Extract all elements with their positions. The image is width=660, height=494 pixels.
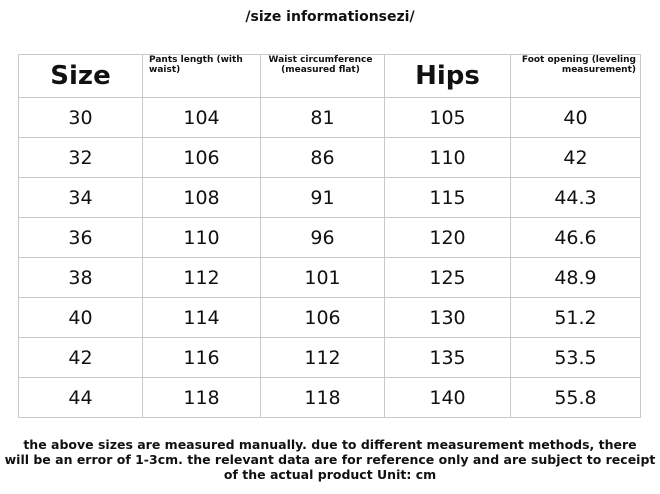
page-title: /size informationsezi/: [245, 9, 415, 25]
size-chart-table: [18, 54, 641, 418]
header-hips: Hips: [385, 55, 511, 98]
table-row: [19, 138, 641, 178]
waist-cell: 86: [261, 138, 385, 178]
hips-cell: 120: [385, 218, 511, 258]
table-body: [19, 98, 641, 418]
size-cell: 36: [19, 218, 143, 258]
table-row: [19, 378, 641, 418]
size-cell: 44: [19, 378, 143, 418]
table-row: [19, 338, 641, 378]
size-cell: 30: [19, 98, 143, 138]
hips-cell: 135: [385, 338, 511, 378]
hips-cell: 130: [385, 298, 511, 338]
note-line-1: the above sizes are measured manually. due to different measurement methods, there: [23, 437, 637, 452]
table-row: [19, 258, 641, 298]
pants-length-cell: 116: [143, 338, 261, 378]
foot-opening-cell: 55.8: [511, 378, 641, 418]
waist-cell: 91: [261, 178, 385, 218]
pants-length-cell: 114: [143, 298, 261, 338]
hips-cell: 115: [385, 178, 511, 218]
pants-length-cell: 106: [143, 138, 261, 178]
foot-opening-cell: 44.3: [511, 178, 641, 218]
waist-cell: 81: [261, 98, 385, 138]
waist-cell: 96: [261, 218, 385, 258]
foot-opening-cell: 42: [511, 138, 641, 178]
waist-cell: 112: [261, 338, 385, 378]
table-row: [19, 218, 641, 258]
hips-cell: 110: [385, 138, 511, 178]
header-waist-circumference: Waist circumference (measured flat): [261, 55, 385, 98]
foot-opening-cell: 46.6: [511, 218, 641, 258]
note-line-3: of the actual product Unit: cm: [223, 467, 437, 482]
size-cell: 38: [19, 258, 143, 298]
header-foot-opening: Foot opening (leveling measurement): [511, 55, 641, 98]
waist-cell: 106: [261, 298, 385, 338]
pants-length-cell: 118: [143, 378, 261, 418]
pants-length-cell: 104: [143, 98, 261, 138]
measurement-note: [0, 437, 660, 482]
hips-cell: 105: [385, 98, 511, 138]
waist-cell: 101: [261, 258, 385, 298]
table-header-row: [19, 55, 641, 98]
table-row: [19, 178, 641, 218]
pants-length-cell: 110: [143, 218, 261, 258]
size-cell: 42: [19, 338, 143, 378]
hips-cell: 140: [385, 378, 511, 418]
header-size: Size: [19, 55, 143, 98]
table-row: [19, 98, 641, 138]
waist-cell: 118: [261, 378, 385, 418]
foot-opening-cell: 48.9: [511, 258, 641, 298]
size-cell: 40: [19, 298, 143, 338]
note-line-2: will be an error of 1-3cm. the relevant data are for reference only and are subject to receipt: [4, 452, 656, 467]
foot-opening-cell: 53.5: [511, 338, 641, 378]
header-pants-length: Pants length (with waist): [143, 55, 261, 98]
table-row: [19, 298, 641, 338]
pants-length-cell: 108: [143, 178, 261, 218]
size-cell: 34: [19, 178, 143, 218]
size-cell: 32: [19, 138, 143, 178]
pants-length-cell: 112: [143, 258, 261, 298]
foot-opening-cell: 51.2: [511, 298, 641, 338]
hips-cell: 125: [385, 258, 511, 298]
foot-opening-cell: 40: [511, 98, 641, 138]
